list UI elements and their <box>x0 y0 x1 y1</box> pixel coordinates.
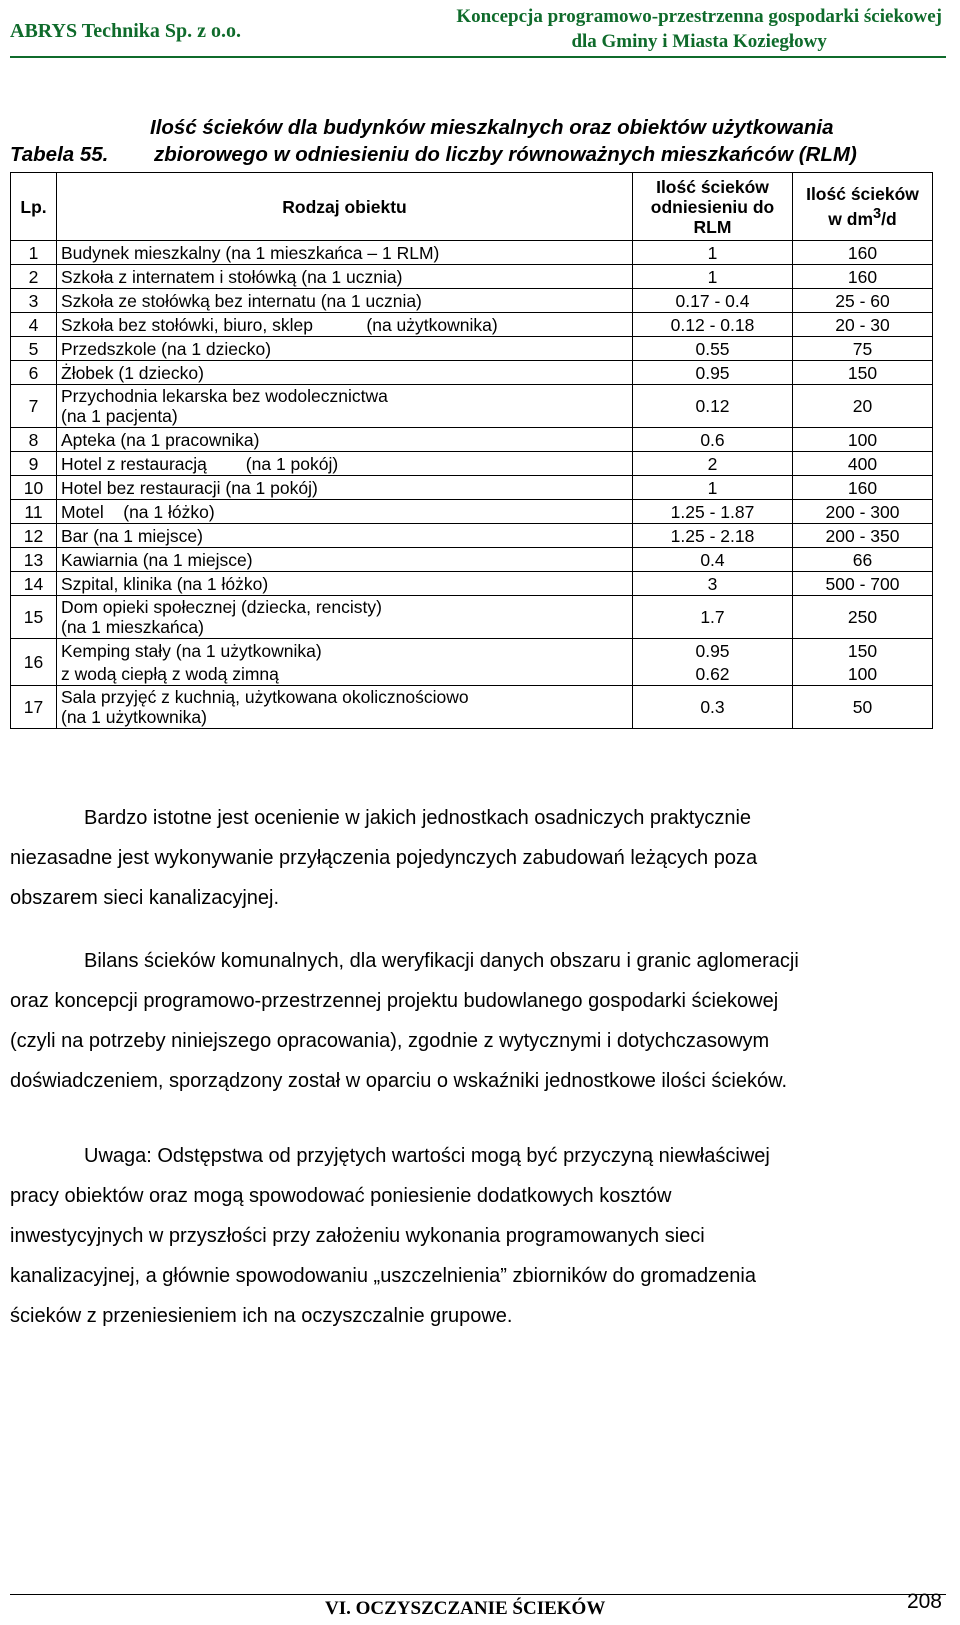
row-flow: 160 <box>793 476 933 500</box>
row-rlm: 1 <box>633 265 793 289</box>
paragraph-1 <box>10 798 916 918</box>
paragraph-line: Bilans ścieków komunalnych, dla weryfikacji danych obszaru i granic aglomeracji <box>84 950 799 972</box>
row-object: Bar (na 1 miejsce) <box>57 524 633 548</box>
table-caption-line2: zbiorowego w odniesieniu do liczby równoważnych mieszkańców (RLM) <box>154 143 857 166</box>
row-object: Szkoła ze stołówką bez internatu (na 1 ucznia) <box>57 289 633 313</box>
table-row <box>11 313 933 337</box>
row-object: Szkoła z internatem i stołówką (na 1 ucznia) <box>57 265 633 289</box>
table-row <box>11 452 933 476</box>
row-lp: 15 <box>11 596 57 639</box>
row-object-line1: Kemping stały (na 1 użytkownika) <box>57 639 633 663</box>
paragraph-2 <box>10 941 916 1101</box>
footer-chapter: VI. OCZYSZCZANIE ŚCIEKÓW <box>325 1598 606 1619</box>
row-lp: 4 <box>11 313 57 337</box>
table-row <box>11 686 933 729</box>
row-lp: 16 <box>11 639 57 686</box>
document-title <box>456 4 942 54</box>
table-row <box>11 289 933 313</box>
page-number: 208 <box>906 1590 942 1613</box>
row-rlm: 1 <box>633 476 793 500</box>
paragraph-line: ścieków z przeniesieniem ich na oczyszczalnie grupowe. <box>10 1305 513 1327</box>
row-object: Hotel bez restauracji (na 1 pokój) <box>57 476 633 500</box>
table-row <box>11 596 933 639</box>
wastewater-table <box>10 172 933 729</box>
row-flow: 150 <box>793 639 933 663</box>
header-flow-sup: 3 <box>873 206 882 223</box>
row-object-line2: (na 1 użytkownika) <box>61 707 207 727</box>
row-flow: 100 <box>793 662 933 686</box>
row-object: Apteka (na 1 pracownika) <box>57 428 633 452</box>
row-object: Budynek mieszkalny (na 1 mieszkańca – 1 RLM) <box>57 241 633 265</box>
row-object: Motel (na 1 łóżko) <box>57 500 633 524</box>
row-object-line2: z wodą ciepłą z wodą zimną <box>57 662 633 686</box>
row-object-line1: Sala przyjęć z kuchnią, użytkowana okolicznościowo <box>61 687 469 707</box>
header-rlm: Ilość ścieków odniesieniu do RLM <box>633 173 793 241</box>
row-flow: 66 <box>793 548 933 572</box>
row-flow: 200 - 350 <box>793 524 933 548</box>
row-rlm: 1.7 <box>633 596 793 639</box>
header-flow <box>793 173 933 241</box>
row-flow: 25 - 60 <box>793 289 933 313</box>
row-lp: 10 <box>11 476 57 500</box>
row-flow: 100 <box>793 428 933 452</box>
row-lp: 13 <box>11 548 57 572</box>
row-object: Szkoła bez stołówki, biuro, sklep (na użytkownika) <box>57 313 633 337</box>
paragraph-line: Uwaga: Odstępstwa od przyjętych wartości mogą być przyczyną niewłaściwej <box>84 1145 770 1167</box>
company-name: ABRYS Technika Sp. z o.o. <box>10 20 242 42</box>
row-rlm: 0.17 - 0.4 <box>633 289 793 313</box>
footer-divider <box>10 1594 946 1595</box>
paragraph-3 <box>10 1136 916 1336</box>
row-rlm: 0.12 <box>633 385 793 428</box>
row-rlm: 0.4 <box>633 548 793 572</box>
table-header-row <box>11 173 933 241</box>
paragraph-line: (czyli na potrzeby niniejszego opracowania), zgodnie z wytycznymi i dotychczasowym <box>10 1030 770 1052</box>
table-row <box>11 428 933 452</box>
row-flow: 400 <box>793 452 933 476</box>
table-row <box>11 524 933 548</box>
row-lp: 1 <box>11 241 57 265</box>
document-title-line2: dla Gminy i Miasta Koziegłowy <box>571 31 827 52</box>
row-object-line2: (na 1 mieszkańca) <box>61 617 204 637</box>
row-rlm: 0.95 <box>633 361 793 385</box>
row-lp: 7 <box>11 385 57 428</box>
row-object: Kawiarnia (na 1 miejsce) <box>57 548 633 572</box>
row-lp: 2 <box>11 265 57 289</box>
table-row <box>11 476 933 500</box>
row-rlm: 0.6 <box>633 428 793 452</box>
row-rlm: 2 <box>633 452 793 476</box>
table-row <box>11 500 933 524</box>
row-object <box>57 686 633 729</box>
row-flow: 160 <box>793 265 933 289</box>
row-object-line1: Przychodnia lekarska bez wodolecznictwa <box>61 386 388 406</box>
row-rlm: 0.3 <box>633 686 793 729</box>
row-rlm: 1 <box>633 241 793 265</box>
header-flow-text: Ilość ścieków w dm <box>806 184 919 229</box>
row-lp: 3 <box>11 289 57 313</box>
paragraph-line: niezasadne jest wykonywanie przyłączenia pojedynczych zabudowań leżących poza <box>10 847 758 869</box>
row-lp: 9 <box>11 452 57 476</box>
row-lp: 5 <box>11 337 57 361</box>
row-rlm: 3 <box>633 572 793 596</box>
row-flow: 20 <box>793 385 933 428</box>
row-lp: 11 <box>11 500 57 524</box>
table-row <box>11 337 933 361</box>
row-flow: 50 <box>793 686 933 729</box>
header-object-type: Rodzaj obiektu <box>57 173 633 241</box>
row-object: Żłobek (1 dziecko) <box>57 361 633 385</box>
row-lp: 6 <box>11 361 57 385</box>
row-lp: 17 <box>11 686 57 729</box>
row-object-line1: Dom opieki społecznej (dziecka, rencisty) <box>61 597 382 617</box>
row-object <box>57 596 633 639</box>
document-title-line1: Koncepcja programowo-przestrzenna gospodarki ściekowej <box>456 6 942 27</box>
row-rlm: 0.55 <box>633 337 793 361</box>
paragraph-line: pracy obiektów oraz mogą spowodować poniesienie dodatkowych kosztów <box>10 1185 672 1207</box>
row-object: Szpital, klinika (na 1 łóżko) <box>57 572 633 596</box>
row-object-line2: (na 1 pacjenta) <box>61 406 178 426</box>
table-row <box>11 548 933 572</box>
header-divider <box>10 56 946 58</box>
paragraph-line: Bardzo istotne jest ocenienie w jakich jednostkach osadniczych praktycznie <box>84 807 752 829</box>
row-rlm: 0.95 <box>633 639 793 663</box>
row-flow: 500 - 700 <box>793 572 933 596</box>
row-rlm: 1.25 - 2.18 <box>633 524 793 548</box>
row-object <box>57 385 633 428</box>
table-row <box>11 572 933 596</box>
table-row <box>11 361 933 385</box>
row-flow: 20 - 30 <box>793 313 933 337</box>
paragraph-line: inwestycyjnych w przyszłości przy założeniu wykonania programowanych sieci <box>10 1225 705 1247</box>
row-object: Przedszkole (na 1 dziecko) <box>57 337 633 361</box>
header-lp: Lp. <box>11 173 57 241</box>
table-row <box>11 662 933 686</box>
table-caption-label: Tabela 55. <box>10 143 109 166</box>
table-row <box>11 385 933 428</box>
row-object: Hotel z restauracją (na 1 pokój) <box>57 452 633 476</box>
row-lp: 14 <box>11 572 57 596</box>
row-flow: 160 <box>793 241 933 265</box>
row-flow: 250 <box>793 596 933 639</box>
row-rlm: 0.12 - 0.18 <box>633 313 793 337</box>
row-flow: 200 - 300 <box>793 500 933 524</box>
row-rlm: 1.25 - 1.87 <box>633 500 793 524</box>
row-flow: 150 <box>793 361 933 385</box>
paragraph-line: doświadczeniem, sporządzony został w oparciu o wskaźniki jednostkowe ilości ścieków. <box>10 1070 788 1092</box>
header-flow-unit: /d <box>881 208 897 229</box>
row-rlm: 0.62 <box>633 662 793 686</box>
paragraph-line: kanalizacyjnej, a głównie spowodowaniu „uszczelnienia” zbiorników do gromadzenia <box>10 1265 756 1287</box>
row-lp: 8 <box>11 428 57 452</box>
table-row <box>11 241 933 265</box>
row-lp: 12 <box>11 524 57 548</box>
row-flow: 75 <box>793 337 933 361</box>
table-caption-line1: Ilość ścieków dla budynków mieszkalnych oraz obiektów użytkowania <box>150 116 834 139</box>
paragraph-line: obszarem sieci kanalizacyjnej. <box>10 887 280 909</box>
table-row <box>11 639 933 663</box>
table-row <box>11 265 933 289</box>
paragraph-line: oraz koncepcji programowo-przestrzennej projektu budowlanego gospodarki ściekowej <box>10 990 779 1012</box>
